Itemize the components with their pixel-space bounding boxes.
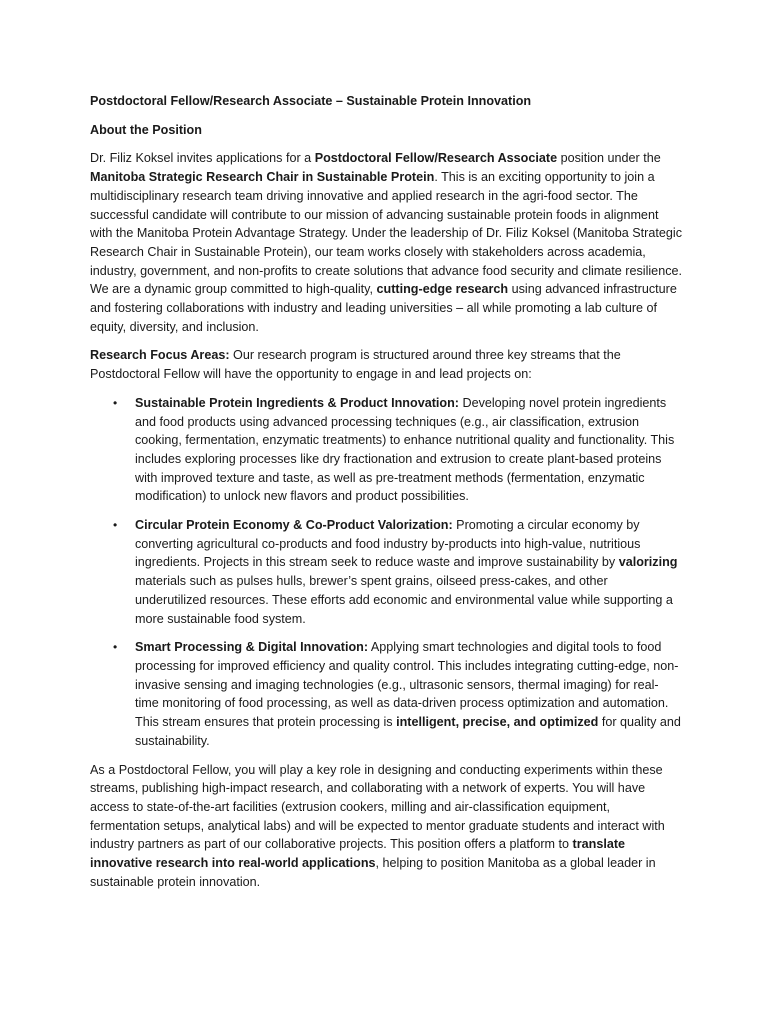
list-item: • Sustainable Protein Ingredients & Product Innovation: Developing novel protein ingredients and food products using advanced processing techniques (e.g., air classification, extrusion cooking, fermentation, enzymatic treatments) to enhance nutritional quality and functionality. This includes exploring processes like dry fractionation and extrusion to create plant-based proteins with improved texture and taste, as well as pre-treatment methods (fermentation, enzymatic modification) to unlock new flavors and product possibilities. [113,395,675,504]
bullet-icon: • [113,518,118,533]
bullet-icon: • [113,395,118,410]
closing-paragraph: As a Postdoctoral Fellow, you will play a key role in designing and conducting experiments within these streams, publishing high-impact research, and collaborating with a network of experts. You will have access to state-of-the-art facilities (extrusion cookers, milling and air-classification equipment, fermentation setups, analytical labs) and will be expected to mentor graduate students and interact with industry partners as part of our collaborative projects. This position offers a platform to translate innovative research into real-world applications, helping to position Manitoba as a global leader in sustainable protein innovation. [90,762,665,889]
document-page [90,92,682,901]
list-item: • Circular Protein Economy & Co-Product Valorization: Promoting a circular economy by converting agricultural co-products and food industry by-products into high-value, nutritious ingredients. Projects in this stream seek to reduce waste and improve sustainability by valorizing materials such as pulses hulls, brewer’s spent grains, oilseed press-cakes, and other underutilized resources. These efforts add economic and environmental value while supporting a more sustainable food system. [113,518,678,626]
intro-paragraph: Dr. Filiz Koksel invites applications for a Postdoctoral Fellow/Research Associate position under the Manitoba Strategic Research Chair in Sustainable Protein. This is an exciting opportunity to join a multidisciplinary research team driving innovative and applied research in the agri-food sector. The successful candidate will contribute to our mission of advancing sustainable protein foods in alignment with the Manitoba Protein Advantage Strategy. Under the leadership of Dr. Filiz Koksel (Manitoba Strategic Research Chair in Sustainable Protein), our team works closely with stakeholders across academia, industry, government, and non-profits to create solutions that advance food security and climate resilience. We are a dynamic group committed to high-quality, cutting-edge research using advanced infrastructure and fostering collaborations with industry and leading universities – all while promoting a lab culture of equity, diversity, and inclusion. [90,151,682,334]
document-title: Postdoctoral Fellow/Research Associate – Sustainable Protein Innovation [90,94,532,108]
list-item: • Smart Processing & Digital Innovation: Applying smart technologies and digital tools to food processing for improved efficiency and quality control. This includes integrating cutting-edge, non-invasive sensing and imaging technologies (e.g., ultrasonic sensors, thermal imaging) for real-time monitoring of food processing, as well as data-driven process optimization and automation. This stream ensures that protein processing is intelligent, precise, and optimized for quality and sustainability. [113,640,681,748]
section-heading-about: About the Position [90,122,202,137]
focus-areas-list [90,394,682,751]
bullet-icon: • [113,640,118,655]
focus-areas-paragraph: Research Focus Areas: Our research program is structured around three key streams that the Postdoctoral Fellow will have the opportunity to engage in and lead projects on: [90,348,621,382]
